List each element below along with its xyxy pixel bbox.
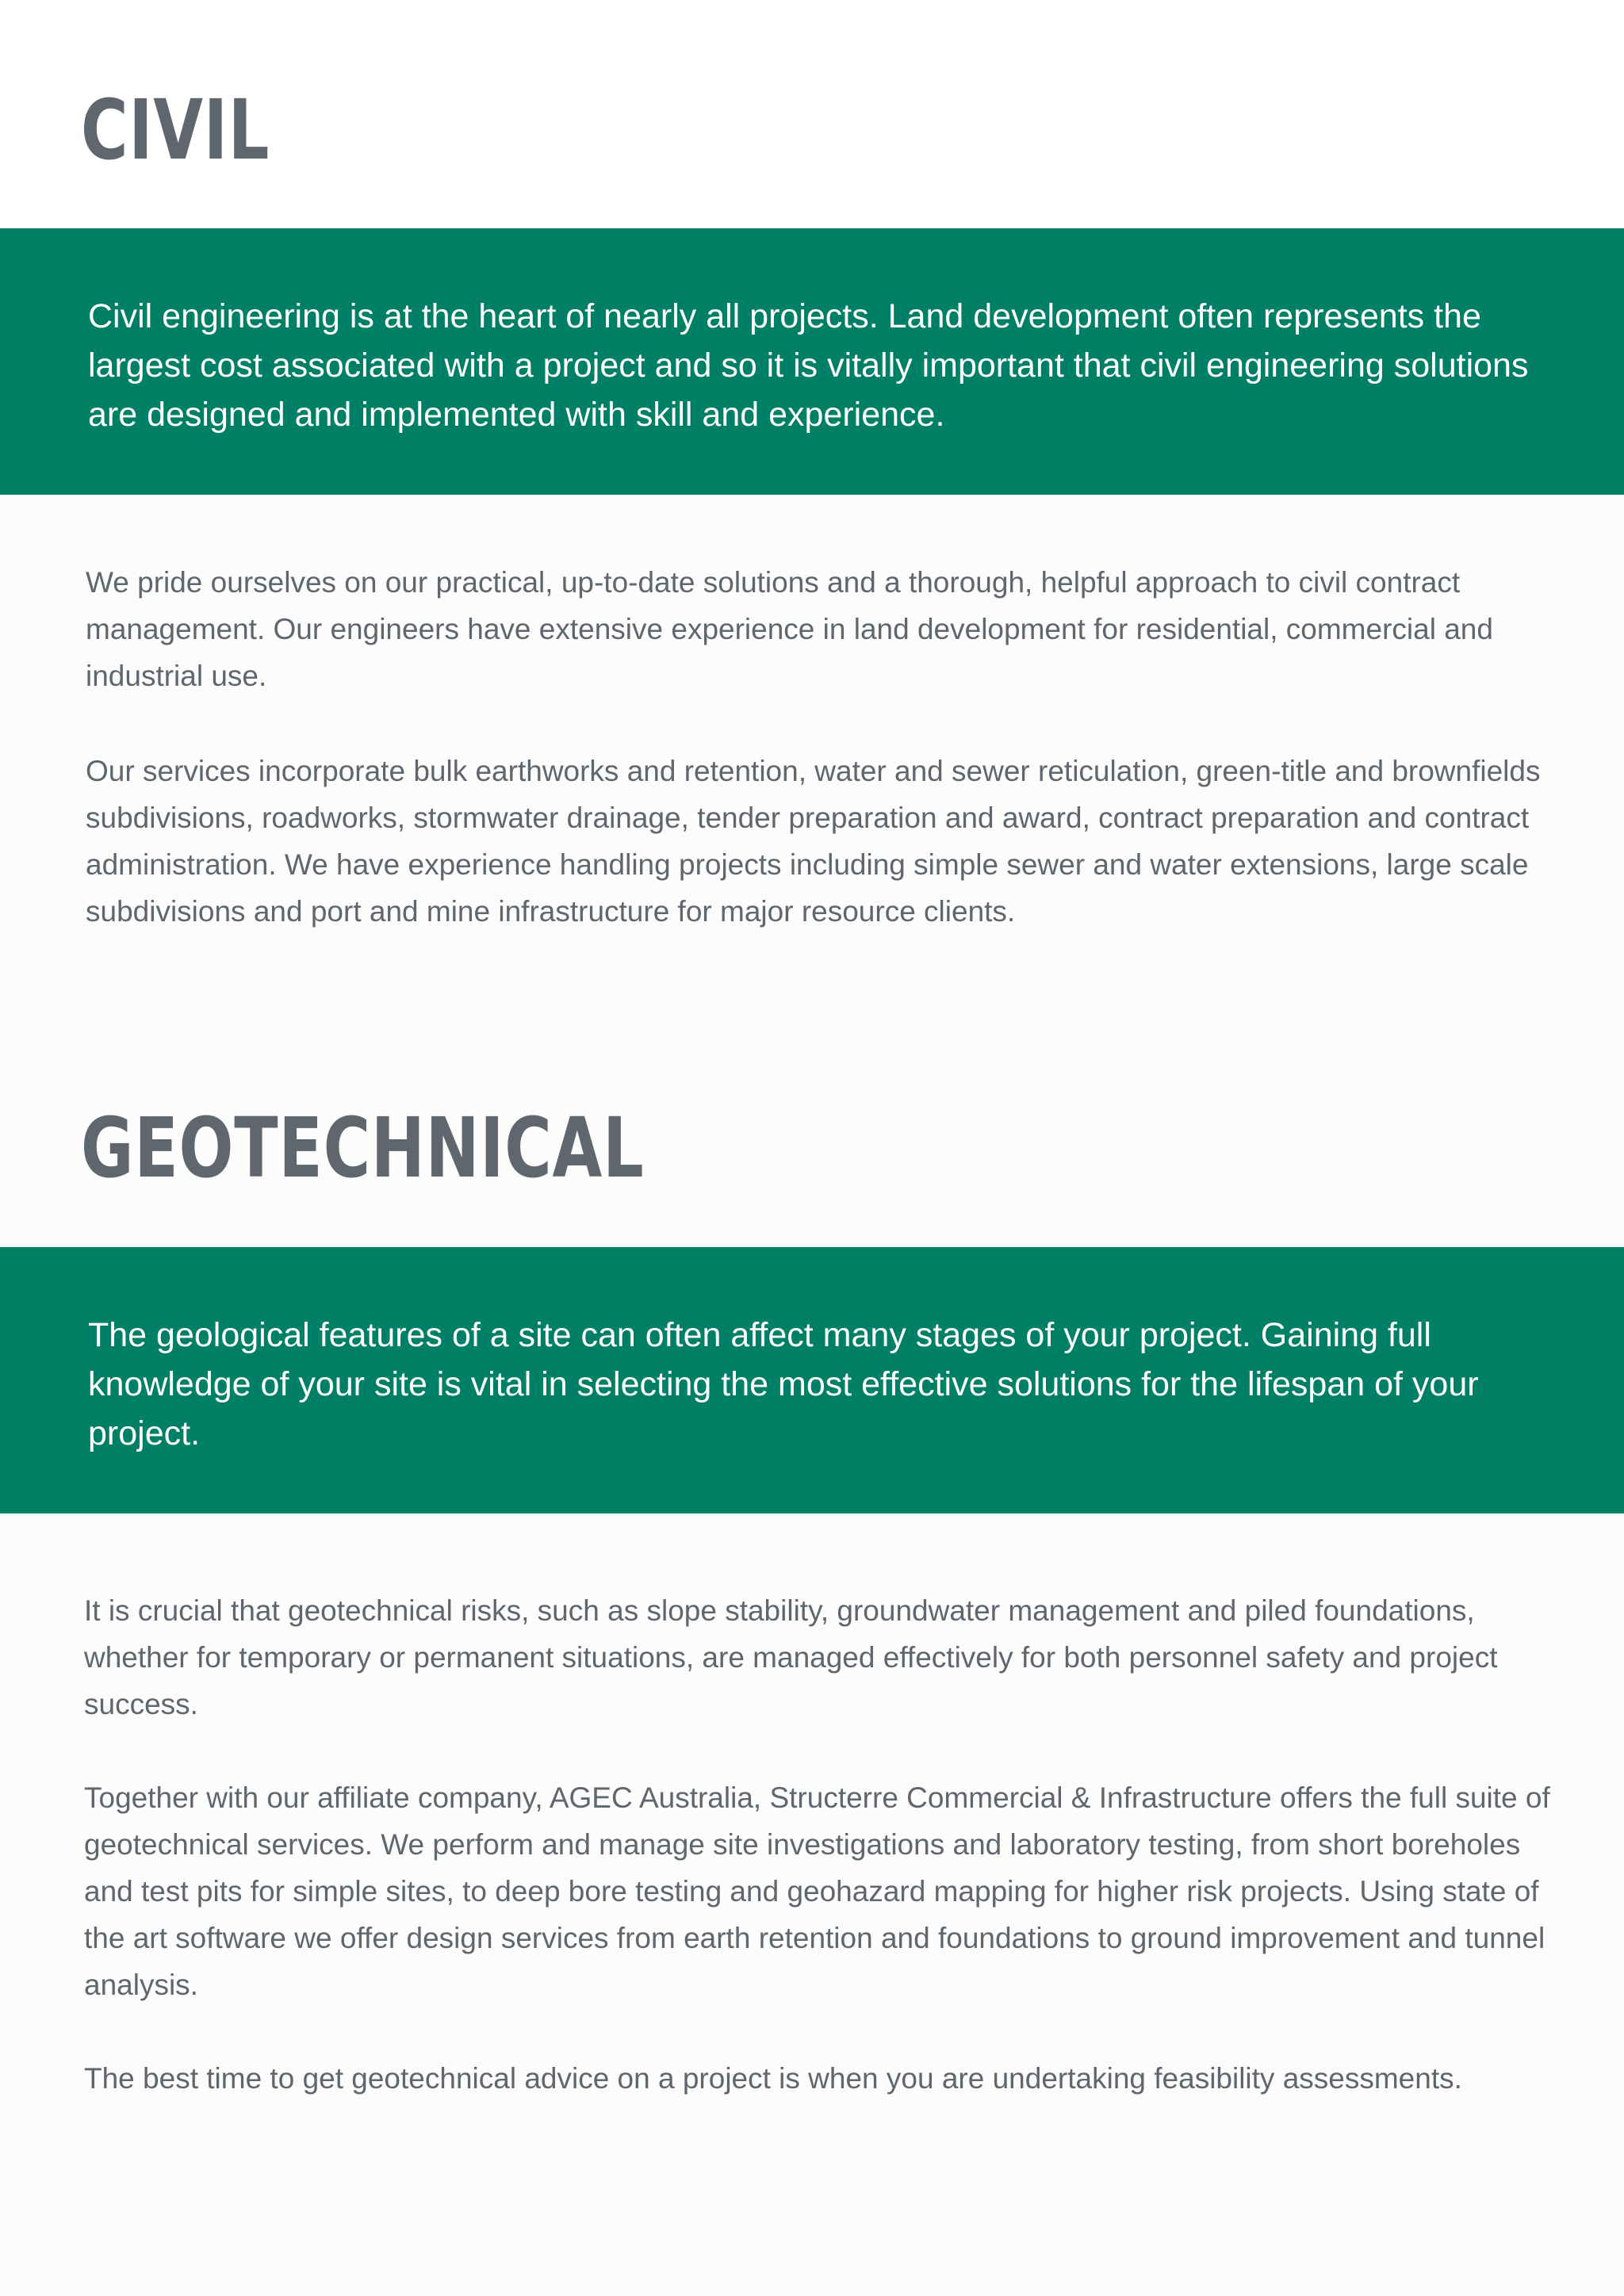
civil-heading: CIVIL: [81, 82, 270, 178]
geotechnical-paragraph-2: Together with our affiliate company, AGEC Australia, Structerre Commercial & Infrastructure offers the full suite of geotechnical services. We perform and manage site investigations and laboratory testing, from short boreholes and test pits for simple sites, to deep bore testing and geohazard mapping for higher risk projects. Using state of the art software we offer design services from earth retention and foundations to ground improvement and tunnel analysis.: [84, 1781, 1550, 2001]
civil-banner: [0, 228, 1624, 495]
geotechnical-paragraph-1: It is crucial that geotechnical risks, such as slope stability, groundwater management and piled foundations, whether for temporary or permanent situations, are managed effectively for both personnel safety and project success.: [84, 1594, 1498, 1720]
civil-banner-text: Civil engineering is at the heart of nearly all projects. Land development often represents the largest cost associated with a project and so it is vitally important that civil engineering solutions are designed and implemented with skill and experience.: [88, 297, 1529, 434]
geotechnical-heading: GEOTECHNICAL: [81, 1100, 645, 1196]
civil-paragraph-2: Our services incorporate bulk earthworks and retention, water and sewer reticulation, green-title and brownfields subdivisions, roadworks, stormwater drainage, tender preparation and award, contract preparation and contract administration. We have experience handling projects including simple sewer and water extensions, large scale subdivisions and port and mine infrastructure for major resource clients.: [86, 755, 1541, 928]
civil-paragraph-1: We pride ourselves on our practical, up-to-date solutions and a thorough, helpful approach to civil contract management. Our engineers have extensive experience in land development for residential, commercial and industrial use.: [86, 566, 1493, 692]
geotechnical-banner-text: The geological features of a site can often affect many stages of your project. Gaining full knowledge of your site is vital in selecting the most effective solutions for the lifespan of your project.: [88, 1316, 1479, 1452]
geotechnical-banner: [0, 1247, 1624, 1513]
geotechnical-paragraph-3: The best time to get geotechnical advice on a project is when you are undertaking feasibility assessments.: [84, 2062, 1462, 2095]
